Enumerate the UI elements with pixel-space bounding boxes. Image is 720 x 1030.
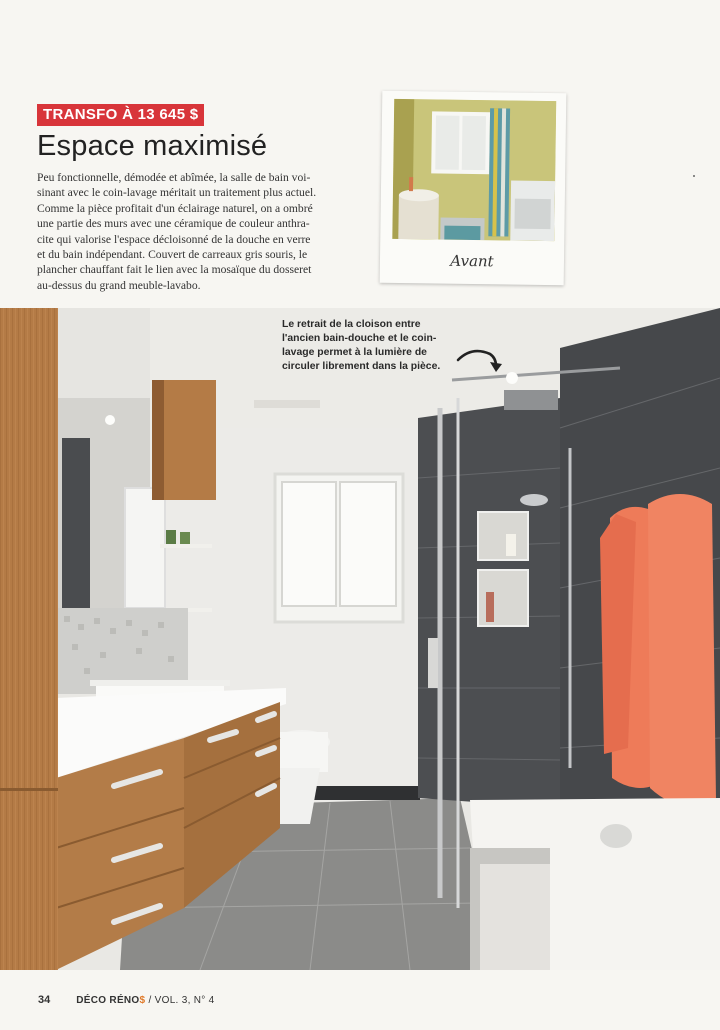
callout-line: lavage permet à la lumière de	[282, 347, 427, 358]
body-line: une partie des murs avec une céramique de couleur anthra-	[37, 217, 310, 231]
before-photo	[392, 99, 556, 241]
magazine-title: DÉCO RÉNO	[76, 994, 140, 1006]
callout-line: Le retrait de la cloison entre	[282, 319, 421, 330]
body-line: et du bain indépendant. Couvert de carreaux gris souris, le	[37, 248, 308, 262]
body-line: plancher chauffant fait le lien avec la mosaïque du dosseret	[37, 263, 312, 277]
before-caption: Avant	[450, 251, 494, 271]
bathroom-photo	[0, 308, 720, 970]
photo-callout	[282, 318, 467, 374]
callout-line: circuler librement dans la pièce.	[282, 361, 441, 372]
article-title: Espace maximisé	[37, 130, 268, 162]
price-badge: TRANSFO À 13 645 $	[37, 104, 204, 126]
magazine-name	[76, 995, 214, 1006]
body-line: cite qui valorise l'espace décloisonné de la douche en verre	[37, 232, 311, 246]
callout-line: l'ancien bain-douche et le coin-	[282, 333, 437, 344]
page-footer	[38, 994, 215, 1006]
curved-arrow-icon	[452, 344, 502, 372]
magazine-symbol: $	[139, 994, 146, 1006]
print-speck	[693, 175, 695, 177]
body-line: au-dessus du grand meuble-lavabo.	[37, 278, 201, 292]
before-polaroid	[380, 91, 567, 286]
body-line: Comme la pièce profitait d'un éclairage naturel, on a ombré	[37, 201, 313, 215]
body-line: sinant avec le coin-lavage méritait un traitement plus actuel.	[37, 186, 317, 200]
issue-volume: / VOL. 3, N° 4	[148, 994, 215, 1006]
article-body	[37, 170, 347, 293]
body-line: Peu fonctionnelle, démodée et abîmée, la salle de bain voi-	[37, 171, 311, 184]
page-number: 34	[38, 994, 51, 1006]
